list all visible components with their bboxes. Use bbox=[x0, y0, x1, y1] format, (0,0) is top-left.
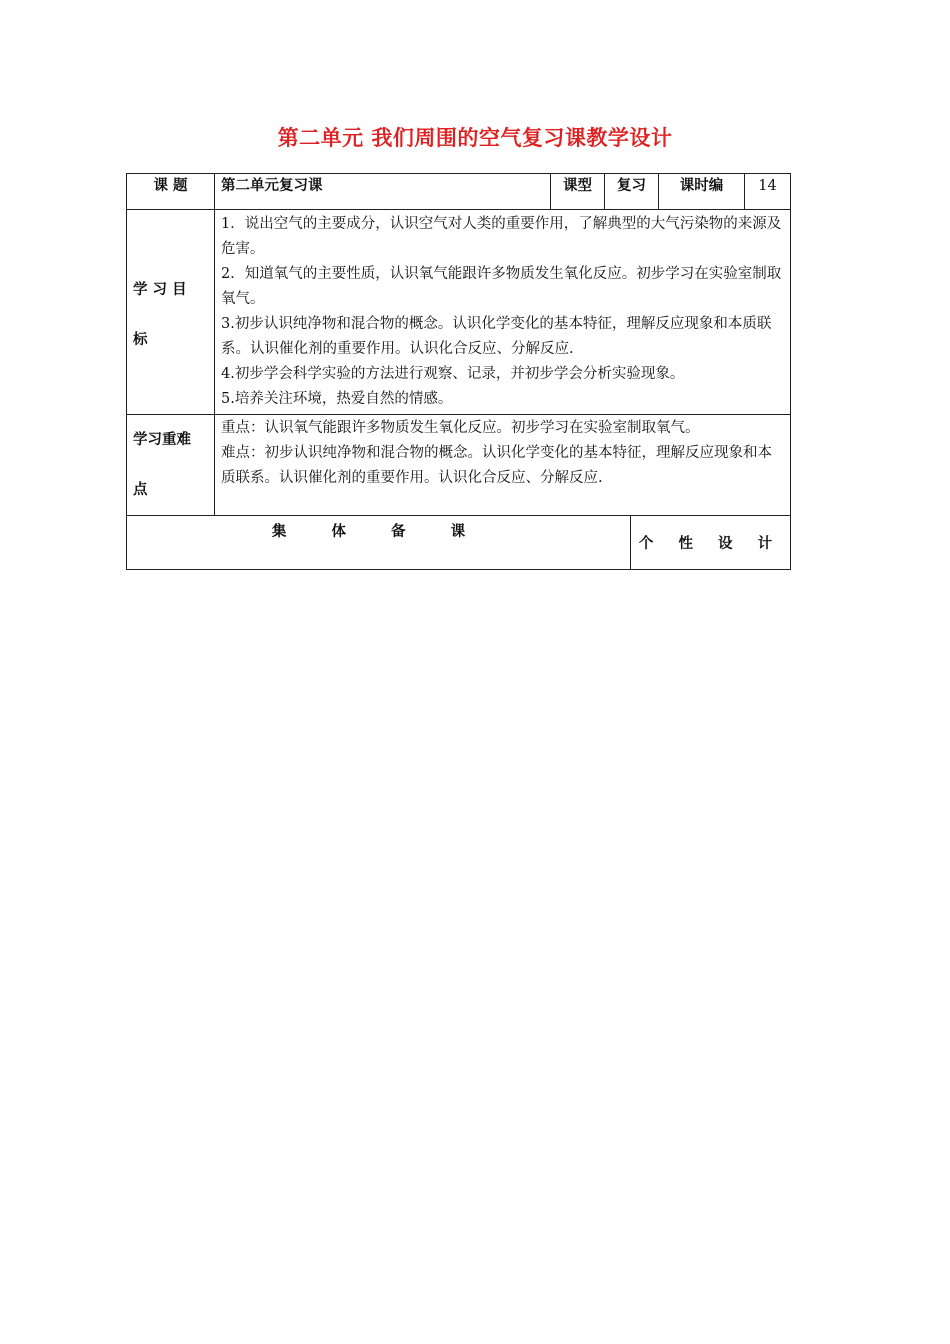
goal-item-5: 5.培养关注环境，热爱自然的情感。 bbox=[221, 391, 453, 407]
key-point-text: 重点：认识氧气能跟许多物质发生氧化反应。初步学习在实验室制取氧气。 bbox=[221, 420, 700, 436]
goal-item-4: 4.初步学会科学实验的方法进行观察、记录，并初步学会分析实验现象。 bbox=[221, 366, 685, 382]
page-title: 第二单元 我们周围的空气复习课教学设计 bbox=[277, 126, 673, 150]
goals-label bbox=[127, 210, 215, 415]
topic-label: 课 题 bbox=[127, 174, 215, 210]
focus-label-line1: 学习重难 bbox=[133, 432, 191, 448]
goals-label-line2: 标 bbox=[133, 332, 148, 348]
goals-content bbox=[215, 210, 791, 415]
type-label: 课型 bbox=[551, 174, 605, 210]
focus-row bbox=[127, 415, 791, 516]
topic-value: 第二单元复习课 bbox=[215, 174, 551, 210]
goals-row bbox=[127, 210, 791, 415]
preparation-row bbox=[127, 516, 791, 570]
personal-design-label: 个 性 设 计 bbox=[631, 516, 791, 570]
lesson-plan-table bbox=[126, 173, 791, 570]
goal-item-3: 3.初步认识纯净物和混合物的概念。认识化学变化的基本特征，理解反应现象和本质联系。认识催化剂的重要作用。认识化合反应、分解反应. bbox=[221, 316, 772, 357]
focus-label-line2: 点 bbox=[133, 482, 148, 498]
lesson-info-table bbox=[126, 173, 791, 516]
type-value: 复习 bbox=[605, 174, 659, 210]
focus-label bbox=[127, 415, 215, 516]
focus-content bbox=[215, 415, 791, 516]
header-row bbox=[127, 174, 791, 210]
difficulty-text: 难点：初步认识纯净物和混合物的概念。认识化学变化的基本特征，理解反应现象和本质联系。认识催化剂的重要作用。认识化合反应、分解反应. bbox=[221, 445, 772, 486]
lesson-number-label: 课时编 bbox=[659, 174, 745, 210]
collective-preparation-label: 集 体 备 课 bbox=[127, 516, 631, 570]
goal-item-2: 2．知道氧气的主要性质，认识氧气能跟许多物质发生氧化反应。初步学习在实验室制取氧气。 bbox=[221, 266, 782, 307]
lesson-number-value: 14 bbox=[745, 174, 791, 210]
goal-item-1: 1．说出空气的主要成分，认识空气对人类的重要作用，了解典型的大气污染物的来源及危害。 bbox=[221, 216, 782, 257]
goals-label-line1: 学 习 目 bbox=[133, 282, 187, 298]
preparation-table bbox=[126, 516, 791, 570]
